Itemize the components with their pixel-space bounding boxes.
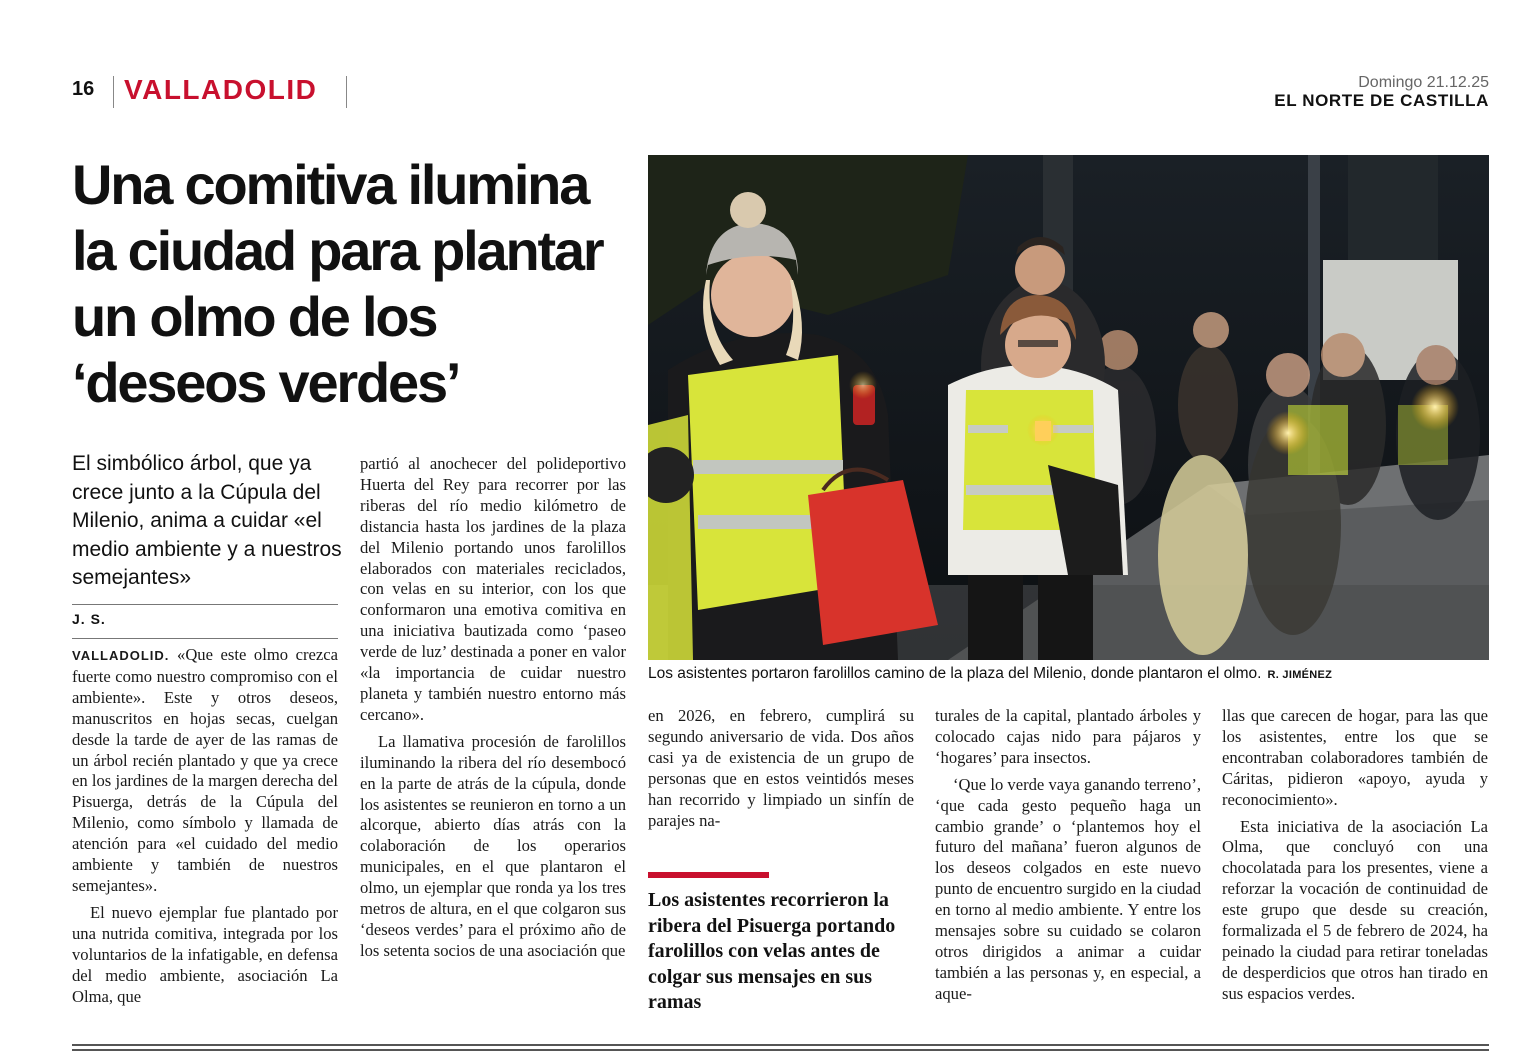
byline: J. S. bbox=[72, 611, 106, 627]
paragraph: turales de la capital, plantado árboles y colocado cajas nido para pájaros y ‘hogares’ para insectos. bbox=[935, 706, 1201, 767]
article-column-2 bbox=[360, 454, 626, 962]
subhead: El simbólico árbol, que ya crece junto a la Cúpula del Milenio, anima a cuidar «el medio ambiente y a nuestros semejantes» bbox=[72, 452, 342, 589]
photo-caption bbox=[648, 665, 1489, 683]
byline-rule bbox=[72, 638, 338, 639]
paragraph: El nuevo ejemplar fue plantado por una nutrida comitiva, integrada por los voluntarios de la infatigable, en defensa del medio ambiente, asociación La Olma, que bbox=[72, 902, 338, 1006]
paragraph bbox=[72, 645, 338, 897]
article-photo bbox=[648, 155, 1489, 660]
header-divider bbox=[113, 76, 114, 108]
pull-quote-bar bbox=[648, 872, 769, 878]
article-column-3 bbox=[648, 706, 914, 831]
dateline: VALLADOLID. bbox=[72, 648, 170, 663]
footer-rule bbox=[72, 1049, 1489, 1051]
paragraph: ‘Que lo verde vaya ganando terreno’, ‘que cada gesto pequeño haga un cambio grande’ o ‘plantemos hoy el futuro del mañana’ fueron algunos de los deseos colgados en este nuevo punto de encuentro surgido en la ciudad en torno al medio ambiente. Y entre los mensajes sobre su cuidado se colaron otros dirigidos a animar a cuidar también a las personas y, en especial, a aque- bbox=[935, 774, 1201, 1003]
header-divider bbox=[346, 76, 347, 108]
article-column-5 bbox=[1222, 706, 1488, 1005]
paragraph-text: «Que este olmo crezca fuerte como nuestro compromiso con el ambiente». Este y otros deseos, manuscritos en hojas secas, cuelgan desde la tarde de ayer de las ramas de un árbol recién plantado y que ya crece en los jardines de la margen derecha del Pisuerga, detrás de la Cúpula del Milenio, como símbolo y llamada de atención para «el cuidado del medio ambiente y también de nuestros semejantes». bbox=[72, 645, 338, 895]
pull-quote: Los asistentes recorrieron la ribera del Pisuerga portando farolillos con velas antes de colgar sus mensajes en sus ramas bbox=[648, 889, 896, 1013]
headline: Una comitiva ilumina la ciudad para plantar un olmo de los ‘deseos verdes’ bbox=[72, 153, 603, 414]
byline-rule bbox=[72, 604, 338, 605]
newspaper-name: EL NORTE DE CASTILLA bbox=[1274, 91, 1489, 110]
issue-date: Domingo 21.12.25 bbox=[1358, 74, 1489, 91]
paragraph: en 2026, en febrero, cumplirá su segundo aniversario de vida. Dos años casi ya de existencia de un grupo de personas que en estos veintidós meses han recorrido y limpiado un sinfín de parajes na- bbox=[648, 706, 914, 830]
paragraph: partió al anochecer del polideportivo Huerta del Rey para recorrer por las riberas del río medio kilómetro de distancia hasta los jardines de la plaza del Milenio portando unos farolillos elaborados con materiales reciclados, con velas en su interior, con los que conformaron una emotiva comitiva en una iniciativa bautizada como ‘paseo verde de luz’ destinada a poner en valor «la importancia de cuidar nuestro planeta y también nuestro entorno más cercano». bbox=[360, 454, 626, 724]
paragraph: llas que carecen de hogar, para las que los asistentes, entre los que se encontraban colaboradores también de Cáritas, pidieron «apoyo, ayuda y reconocimiento». bbox=[1222, 706, 1488, 809]
section-title: VALLADOLID bbox=[124, 74, 318, 105]
paragraph: La llamativa procesión de farolillos iluminando la ribera del río desembocó en la parte de atrás de la cúpula, donde los asistentes se reunieron en torno a un alcorque, abierto días atrás con la colaboración de los operarios municipales, en el que plantaron el olmo, un ejemplar que ronda ya los tres metros de altura, en el que colgaron sus ‘deseos verdes’ para el próximo año de los setenta socios de una asociación que bbox=[360, 731, 626, 960]
article-column-1 bbox=[72, 645, 338, 1007]
paragraph: Esta iniciativa de la asociación La Olma, que concluyó con una chocolatada para los presentes, viene a reforzar la vocación de continuidad de este grupo que desde su creación, formalizada el 5 de febrero de 2024, ha peinado la ciudad para retirar toneladas de desperdicios que otros han tirado en sus espacios verdes. bbox=[1222, 816, 1488, 1003]
footer-rule bbox=[72, 1044, 1489, 1046]
photo-illustration bbox=[648, 155, 1489, 660]
caption-text: Los asistentes portaron farolillos camino de la plaza del Milenio, donde plantaron el olmo. bbox=[648, 665, 1262, 682]
photo-credit: R. JIMÉNEZ bbox=[1267, 669, 1333, 681]
article-column-4 bbox=[935, 706, 1201, 1005]
page-number: 16 bbox=[72, 78, 95, 100]
